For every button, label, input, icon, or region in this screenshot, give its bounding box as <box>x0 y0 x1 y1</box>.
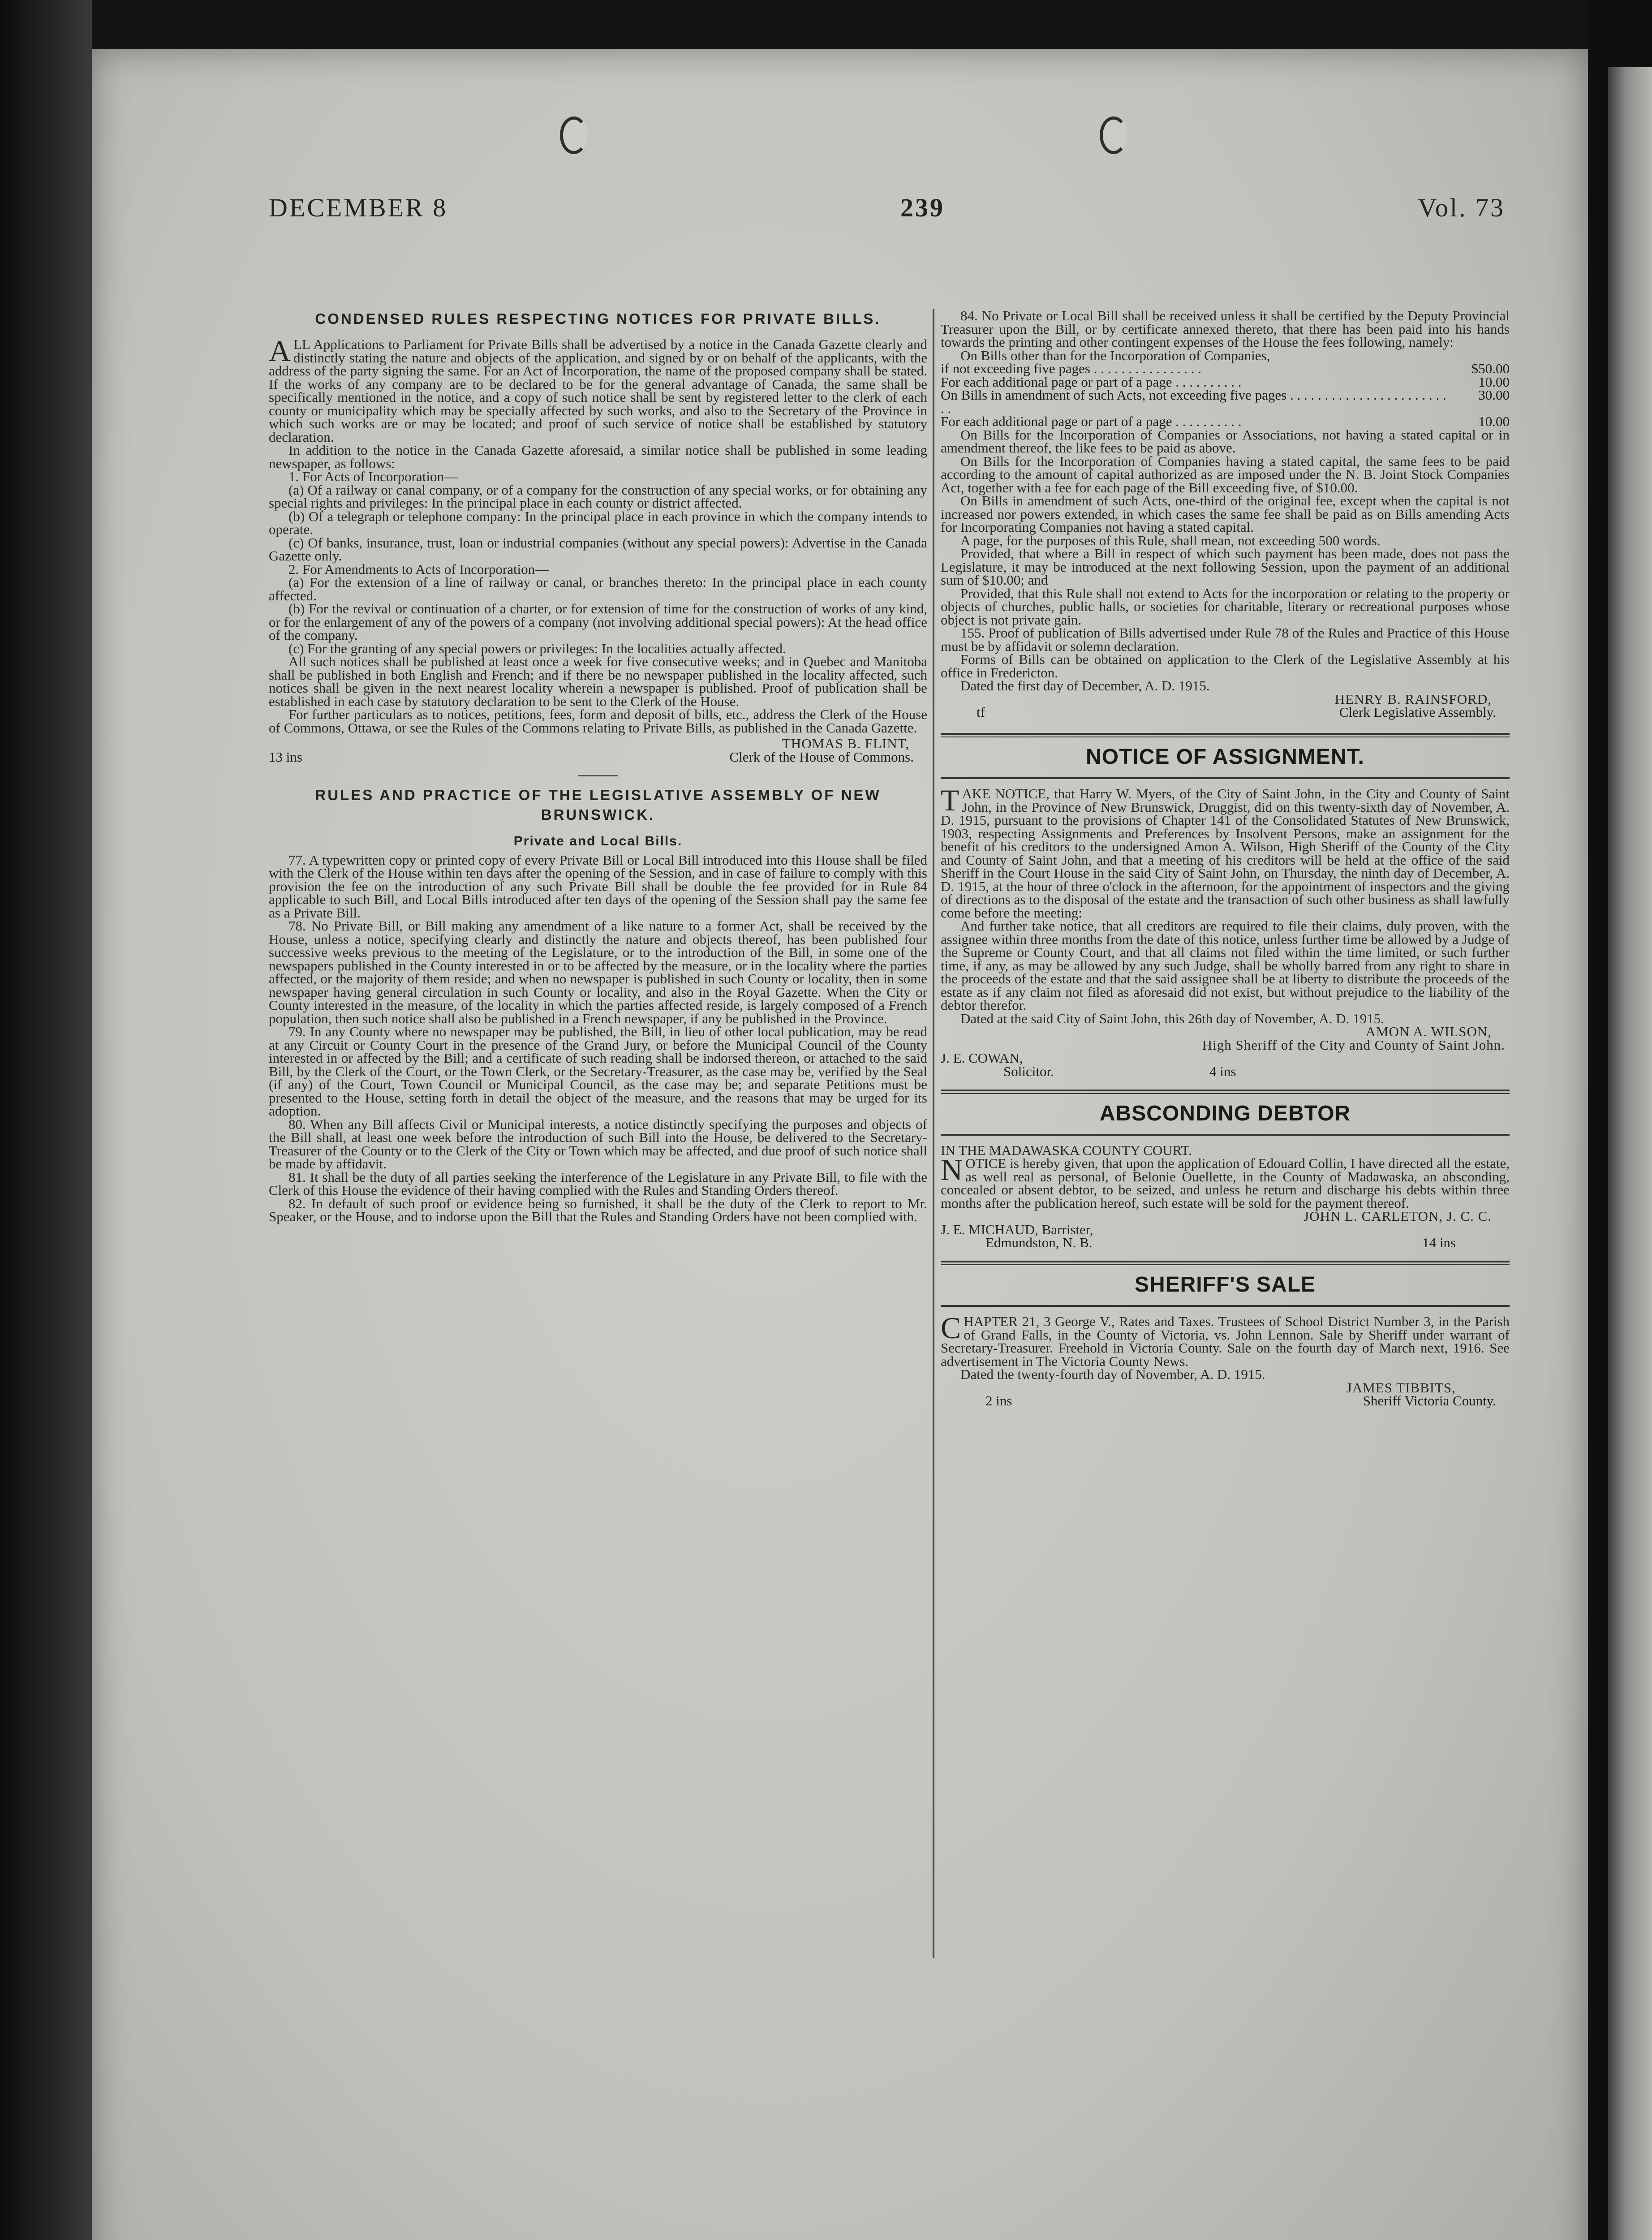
condensed-rules-title: CONDENSED RULES RESPECTING NOTICES FOR PRIVATE BILLS. <box>315 310 881 327</box>
rule-82: 82. In default of such proof or evidence being so furnished, it shall be the duty of the Clerk to report to Mr. Speaker, or the House, and to indorse upon the Bill that the Rules and Standing Orders have not been complied with. <box>269 1195 927 1224</box>
fee-row <box>941 375 1510 389</box>
assignment-body: TAKE NOTICE, that Harry W. Myers, of the City of Saint John, in the City and County of Saint John, in the Province of New Brunswick, Druggist, did on this twenty-sixth day of November, A. D. 1915, pursuant to the provisions of Chapter 141 of the Consolidated Statutes of New Brunswick, 1903, respecting Assignments and Preferences by Insolvent Persons, make an assignment for the benefit of his creditors to the undersigned Amon A. Wilson, High Sheriff of the County of the City and County of Saint John, and that a meeting of his creditors will be held at the office of the said Sheriff in the Court House in the said City of Saint John, on Thursday, the ninth day of December, A. D. 1915, at the hour of three o'clock in the afternoon, for the appointment of inspectors and the giving of directions as to the disposal of the estate and the transaction of such other business as shall lawfully come before the meeting: <box>941 783 1510 921</box>
rule-paragraph: On Bills for the Incorporation of Companies or Associations, not having a stated capital or in amendment thereof, the like fees to be paid as above. <box>941 426 1510 456</box>
volume-number: Vol. 73 <box>1418 193 1505 222</box>
signatory-name: HENRY B. RAINSFORD, <box>1334 691 1492 707</box>
column-divider <box>933 309 934 1958</box>
assignment-title: NOTICE OF ASSIGNMENT. <box>1086 745 1364 769</box>
condensed-rules-intro: ALL Applications to Parliament for Private Bills shall be advertised by a notice in the Canada Gazette clearly and distinctly stating the nature and objects of the application, and signed by or on behalf of the applicants, with the address of the party signing the same. For an Act of Incorporation, the name of the proposed company shall be stated. If the works of any company are to be declared to be for the general advantage of Canada, the same shall be specifically mentioned in the notice, and a copy of such notice shall be sent by registered letter to the clerk of each county or municipality which may be specially affected by such works, and also to the Secretary of the Province in which such works are or may be located; and proof of such service of notice shall be established by statutory declaration. <box>269 334 927 445</box>
signature-row <box>941 1236 1510 1250</box>
fee-description: For each additional page or part of a page . . . . . . . . . . <box>941 374 1242 390</box>
signature-row <box>941 706 1510 719</box>
rule-paragraph: On Bills for the Incorporation of Companies having a stated capital, the same fees to be paid according to the amount of capital authorized as are imposed under the N. B. Joint Stock Companies Act, together with a fee for each page of the Bill exceeding five, of $10.00. <box>941 453 1510 495</box>
left-column <box>269 309 927 2222</box>
adjacent-page-edge <box>1608 67 1652 2240</box>
fee-amount: 10.00 <box>1478 414 1510 429</box>
running-header <box>269 193 1505 233</box>
insertion-count: 2 ins <box>985 1393 1012 1409</box>
fee-description: For each additional page or part of a page . . . . . . . . . . <box>941 414 1242 429</box>
rule-84: 84. No Private or Local Bill shall be received unless it shall be certified by the Deputy Provincial Treasurer upon the Bill, or by certificate annexed thereto, that there has been paid into his hands towards the printing and other contingent expenses of the House the fees following, namely: <box>941 309 1510 350</box>
solicitor-name: J. E. COWAN, <box>941 1050 1023 1066</box>
barrister-name: J. E. MICHAUD, Barrister, <box>941 1221 1093 1237</box>
rule-item: (c) Of banks, insurance, trust, loan or industrial companies (without any special powers): Advertise in the Canada Gazette only. <box>269 534 927 564</box>
insertion-count: tf <box>977 704 985 720</box>
fee-row <box>941 388 1510 415</box>
rules-practice-subtitle: Private and Local Bills. <box>513 833 683 849</box>
section-divider <box>578 775 618 776</box>
dated-line: Dated the first day of December, A. D. 1915. <box>960 678 1210 694</box>
signatory-name: THOMAS B. FLINT, <box>782 736 909 751</box>
rule-78: 78. No Private Bill, or Bill making any amendment of a like nature to a former Act, shall be received by the House, unless a notice, specifying clearly and distinctly the nature and objects thereof, has been published four successive weeks previous to the meeting of the Legislature, or to the introduction of the Bill, in some one of the newspapers published in the County interested in or to be affected by the measure, or in the locality where the parties affected, or the majority of them reside; and when no newspaper is published in such County or locality, then in some newspaper having general circulation in such County or locality, and also in the Royal Gazette. When the City or County interested in the measure, of the locality in which the parties affected reside, is largely composed of a French population, then such notice shall also be published in a French newspaper, if any be published in the Province. <box>269 918 927 1026</box>
rule-item: 1. For Acts of Incorporation— <box>288 469 458 484</box>
rule-item: (b) For the revival or continuation of a charter, or for extension of time for the construction of works of any kind, or for the enlargement of any of the powers of a company (not involving additional special powers): At the head office of the company. <box>269 601 927 643</box>
rule-paragraph: Forms of Bills can be obtained on application to the Clerk of the Legislative Assembly at his office in Fredericton. <box>941 651 1510 681</box>
rule-item: 2. For Amendments to Acts of Incorporation— <box>288 561 549 577</box>
signatory-name: JAMES TIBBITS, <box>1346 1379 1456 1396</box>
signature-row <box>269 750 927 764</box>
section-divider <box>941 733 1510 737</box>
signatory-title: Sheriff Victoria County. <box>1363 1393 1496 1409</box>
court-name: IN THE MADAWASKA COUNTY COURT. <box>941 1142 1192 1158</box>
rule-79: 79. In any County where no newspaper may be published, the Bill, in lieu of other local publication, may be read at any Circuit or County Court in the presence of the Grand Jury, or before the Municipal Council of the County interested in or affected by the Bill; and a certificate of such reading shall be indorsed thereon, or attached to the said Bill, by the Clerk of the Court, or the Town Clerk, or the Secretary-Treasurer, as the case may be, verified by the Seal (if any) of the Court, Town Council or Municipal Council, as the case may be; and separate Petitions must be presented to the House, setting forth in detail the object of the measure, and the reasons that may be urged for its adoption. <box>269 1024 927 1119</box>
page-number: 239 <box>900 193 945 222</box>
condensed-rules-para: All such notices shall be published at least once a week for five consecutive weeks; and in Quebec and Manitoba shall be published in both English and French; and if there be no newspaper published in the locality affected, such notices shall be given in the next nearest locality wherein a newspaper is published. Proof of publication shall be established in each case by statutory declaration to be sent to the Clerk of the House. <box>269 654 927 709</box>
absconding-title: ABSCONDING DEBTOR <box>1099 1101 1351 1125</box>
barrister-place: Edmundston, N. B. <box>985 1235 1093 1250</box>
sheriffs-sale-body: CHAPTER 21, 3 George V., Rates and Taxes. Trustees of School District Number 3, in the Parish of Grand Falls, in the County of Victoria, vs. John Lennon. Sale by Sheriff under warrant of Secretary-Treasurer. Freehold in Victoria County. Sale on the fourth day of March next, 1916. See advertisement in The Victoria County News. <box>941 1311 1510 1369</box>
film-border-left <box>0 0 92 2240</box>
rule-paragraph: On Bills in amendment of such Acts, one-third of the original fee, except when the capital is not increased nor powers extended, in which cases the same fee shall be paid as on Bills amending Acts for Incorporating Companies not having a stated capital. <box>941 493 1510 535</box>
section-divider <box>941 1090 1510 1094</box>
rule-80: 80. When any Bill affects Civil or Municipal interests, a notice distinctly specifying the purposes and objects of the Bill shall, at least one week before the introduction of such Bill into the House, be delivered to the Secretary-Treasurer of the County or to the Clerk of the City or Town which may be affected, and due proof of such notice shall be made by affidavit. <box>269 1116 927 1172</box>
assignment-body: And further take notice, that all creditors are required to file their claims, duly proven, with the assignee within three months from the date of this notice, unless further time be allowed by a Judge of the Supreme or County Court, and that all claims not filed within the time limited, or such further time, if any, as may be allowed by any such Judge, shall be wholly barred from any right to share in the proceeds of the estate and that the said assignee shall be at liberty to distribute the proceeds of the estate as if any claim not filed as aforesaid did not exist, but without prejudice to the liability of the debtor therefor. <box>941 918 1510 1013</box>
fee-row <box>941 415 1510 428</box>
issue-date: DECEMBER 8 <box>269 193 448 222</box>
rule-paragraph: A page, for the purposes of this Rule, shall mean, not exceeding 500 words. <box>960 532 1381 548</box>
insertion-count: 14 ins <box>1422 1235 1456 1250</box>
rule-paragraph: Provided, that this Rule shall not extend to Acts for the incorporation or relating to the property or objects of churches, public halls, or societies for charitable, literary or recreational purposes whose object is not private gain. <box>941 585 1510 628</box>
fee-table <box>941 362 1510 428</box>
rule-paragraph: Provided, that where a Bill in respect of which such payment has been made, does not pass the Legislature, it may be introduced at the next following Session, upon the payment of an additional sum of $10.00; and <box>941 546 1510 588</box>
punch-hole-icon <box>1100 116 1127 154</box>
rule-item: (a) For the extension of a line of railway or canal, or branches thereto: In the principal place in each county affected. <box>269 574 927 603</box>
solicitor-title: Solicitor. <box>1003 1063 1054 1079</box>
condensed-rules-para: For further particulars as to notices, petitions, fees, form and deposit of bills, etc., address the Clerk of the House of Commons, Ottawa, or see the Rules of the Commons relating to Private Bills, as published in the Canada Gazette. <box>269 706 927 736</box>
judge-signature: JOHN L. CARLETON, J. C. C. <box>1304 1208 1492 1224</box>
signature-row <box>941 1065 1510 1079</box>
fee-intro: On Bills other than for the Incorporation of Companies, <box>960 347 1270 363</box>
signature-row <box>941 1394 1510 1408</box>
dated-line: Dated at the said City of Saint John, this 26th day of November, A. D. 1915. <box>960 1010 1384 1026</box>
signatory-title: Clerk of the House of Commons. <box>729 749 914 765</box>
section-divider <box>941 1134 1510 1136</box>
section-divider <box>941 1261 1510 1265</box>
dated-line: Dated the twenty-fourth day of November, A. D. 1915. <box>960 1366 1265 1382</box>
condensed-rules-para: In addition to the notice in the Canada Gazette aforesaid, a similar notice shall be published in some leading newspaper, as follows: <box>269 442 927 471</box>
absconding-body: NOTICE is hereby given, that upon the application of Edouard Collin, I have directed all the estate, as well real as personal, of Belonie Ouellette, in the County of Madawaska, an absconding, concealed or absent debtor, to be seized, and unless he return and discharge his debts within three months after the publication hereof, such estate will be sold for the payment thereof. <box>941 1153 1510 1211</box>
rule-item: (a) Of a railway or canal company, or of a company for the construction of any special works, or for obtaining any special rights and privileges: In the principal place in each county or district affected. <box>269 482 927 511</box>
fee-row <box>941 362 1510 375</box>
section-divider <box>941 1305 1510 1307</box>
insertion-count: 13 ins <box>269 749 302 765</box>
signatory-title: High Sheriff of the City and County of Saint John. <box>1202 1037 1505 1053</box>
signatory-title: Clerk Legislative Assembly. <box>1339 704 1496 720</box>
fee-description: if not exceeding five pages . . . . . . . . . . . . . . . . <box>941 361 1201 376</box>
rules-practice-title: RULES AND PRACTICE OF THE LEGISLATIVE ASSEMBLY OF NEW BRUNSWICK. <box>315 786 881 823</box>
rule-77: 77. A typewritten copy or printed copy of every Private Bill or Local Bill introduced into this House shall be filed with the Clerk of the House within ten days after the opening of the Session, and in case of failure to comply with this provision the fee on the introduction of any such Private Bill shall be double the fee provided for in Rule 84 applicable to such Bill, and Local Bills introduced after ten days of the opening of the Session shall pay the same fee as a Private Bill. <box>269 852 927 921</box>
fee-amount: 30.00 <box>1478 387 1510 403</box>
rule-81: 81. It shall be the duty of all parties seeking the interference of the Legislature in any Private Bill, to file with the Clerk of this House the evidence of their having complied with the Rules and Standing Orders thereof. <box>269 1169 927 1198</box>
fee-amount: $50.00 <box>1471 361 1510 376</box>
rule-item: (b) Of a telegraph or telephone company: In the principal place in each province in which the company intends to operate. <box>269 508 927 537</box>
section-divider <box>941 777 1510 779</box>
right-column <box>941 309 1510 2222</box>
insertion-count: 4 ins <box>1209 1063 1236 1079</box>
fee-description: On Bills in amendment of such Acts, not exceeding five pages . . . . . . . . . . . . . . . . . . . . . . . . . <box>941 387 1446 416</box>
sheriffs-sale-title: SHERIFF'S SALE <box>1134 1273 1316 1297</box>
rule-155: 155. Proof of publication of Bills advertised under Rule 78 of the Rules and Practice of this House must be by affidavit or solemn declaration. <box>941 625 1510 654</box>
punch-hole-icon <box>560 116 588 154</box>
signatory-name: AMON A. WILSON, <box>1365 1024 1492 1039</box>
fee-amount: 10.00 <box>1478 374 1510 390</box>
rule-item: (c) For the granting of any special powers or privileges: In the localities actually affected. <box>288 640 786 656</box>
